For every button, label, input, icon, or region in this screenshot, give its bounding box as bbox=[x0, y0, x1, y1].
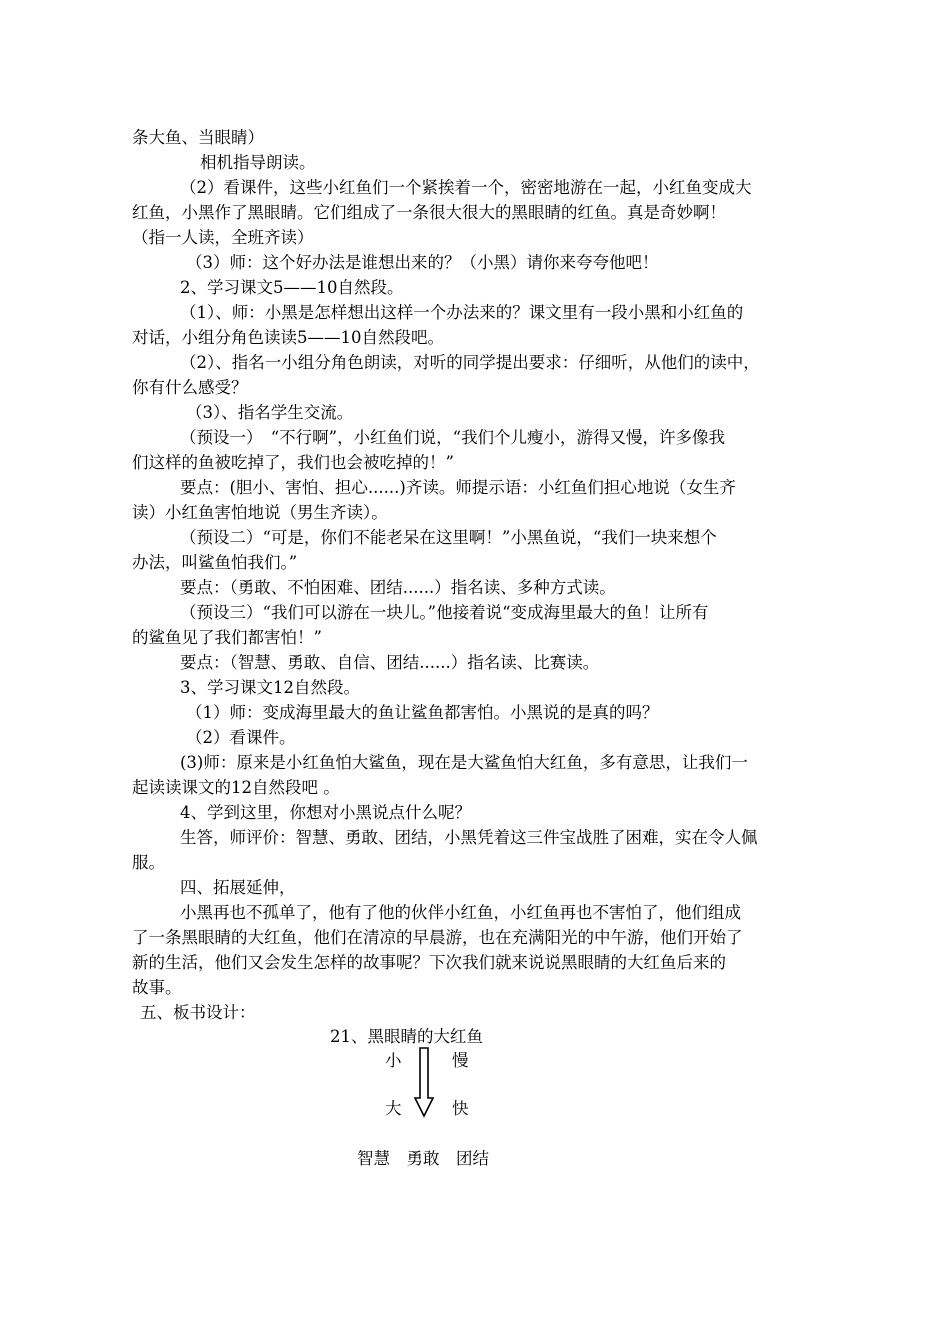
text-line: 2、学习课文5——10自然段。 bbox=[180, 278, 404, 297]
text-line: 的鲨鱼见了我们都害怕！” bbox=[132, 628, 322, 647]
text-line: （1）师：变成海里最大的鱼让鲨鱼都害怕。小黑说的是真的吗？ bbox=[186, 703, 659, 722]
text-line: 要点：(胆小、害怕、担心......)齐读。师提示语：小红鱼们担心地说（女生齐 bbox=[180, 478, 736, 497]
text-line: （预设二）“可是，你们不能老呆在这里啊！”小黑鱼说，“我们一块来想个 bbox=[180, 528, 717, 547]
text-line: （3）师：这个好办法是谁想出来的？（小黑）请你来夸夸他吧！ bbox=[186, 253, 659, 272]
text-line: 对话，小组分角色读读5——10自然段吧。 bbox=[132, 328, 444, 347]
text-line: 你有什么感受？ bbox=[132, 378, 248, 397]
text-line: （预设三）“我们可以游在一块儿。”他接着说“变成海里最大的鱼！让所有 bbox=[180, 603, 709, 622]
text-line: 小黑再也不孤单了，他有了他的伙伴小红鱼，小红鱼再也不害怕了，他们组成 bbox=[180, 903, 741, 922]
text-line: 读）小红鱼害怕地说（男生齐读）。 bbox=[132, 503, 388, 522]
text-line: 条大鱼、当眼睛） bbox=[132, 128, 264, 147]
text-line: 3、学习课文12自然段。 bbox=[180, 678, 360, 697]
text-line: 要点：（智慧、勇敢、自信、团结......）指名读、比赛读。 bbox=[180, 653, 600, 672]
section-heading: 五、板书设计： bbox=[140, 1003, 256, 1022]
down-arrow-icon bbox=[412, 1046, 436, 1118]
text-line: 办法，叫鲨鱼怕我们。” bbox=[132, 553, 298, 572]
text-line: 新的生活，他们又会发生怎样的故事呢？下次我们就来说说黑眼睛的大红鱼后来的 bbox=[132, 953, 726, 972]
text-line: 起读读课文的12自然段吧 。 bbox=[132, 778, 340, 797]
text-line: 生答，师评价：智慧、勇敢、团结，小黑凭着这三件宝战胜了困难，实在令人佩 bbox=[180, 828, 758, 847]
text-line: （1）、师：小黑是怎样想出这样一个办法来的？课文里有一段小黑和小红鱼的 bbox=[180, 303, 744, 322]
text-line: （2）看课件。 bbox=[186, 728, 296, 747]
text-line: 红鱼，小黑作了黑眼睛。它们组成了一条很大很大的黑眼睛的红鱼。真是奇妙啊！ bbox=[132, 203, 726, 222]
board-top-right: 慢 bbox=[452, 1051, 469, 1070]
text-line: 要点：（勇敢、不怕困难、团结......）指名读、多种方式读。 bbox=[180, 578, 616, 597]
text-line: 4、学到这里，你想对小黑说点什么呢？ bbox=[180, 803, 471, 822]
text-line: (3)师：原来是小红鱼怕大鲨鱼，现在是大鲨鱼怕大红鱼，多有意思，让我们一 bbox=[180, 753, 748, 772]
text-line: 相机指导朗读。 bbox=[200, 153, 316, 172]
board-bottom-right: 快 bbox=[452, 1099, 469, 1118]
board-bottom-left: 大 bbox=[385, 1099, 402, 1118]
board-traits: 智慧 勇敢 团结 bbox=[357, 1149, 489, 1168]
section-heading: 四、拓展延伸， bbox=[180, 878, 296, 897]
board-title: 21、黑眼睛的大红鱼 bbox=[330, 1027, 483, 1046]
text-line: 服。 bbox=[132, 853, 165, 872]
text-line: （指一人读，全班齐读） bbox=[132, 228, 314, 247]
text-line: （2）、指名一小组分角色朗读，对听的同学提出要求：仔细听，从他们的读中， bbox=[180, 353, 760, 372]
text-line: （预设一） “不行啊”，小红鱼们说，“我们个儿瘦小，游得又慢，许多像我 bbox=[180, 428, 726, 447]
text-line: 们这样的鱼被吃掉了，我们也会被吃掉的！” bbox=[132, 453, 454, 472]
board-top-left: 小 bbox=[385, 1051, 402, 1070]
text-line: 故事。 bbox=[132, 978, 182, 997]
text-line: （3）、指名学生交流。 bbox=[186, 403, 354, 422]
text-line: （2）看课件，这些小红鱼们一个紧挨着一个，密密地游在一起，小红鱼变成大 bbox=[180, 178, 752, 197]
text-line: 了一条黑眼睛的大红鱼，他们在清凉的早晨游，也在充满阳光的中午游，他们开始了 bbox=[132, 928, 743, 947]
